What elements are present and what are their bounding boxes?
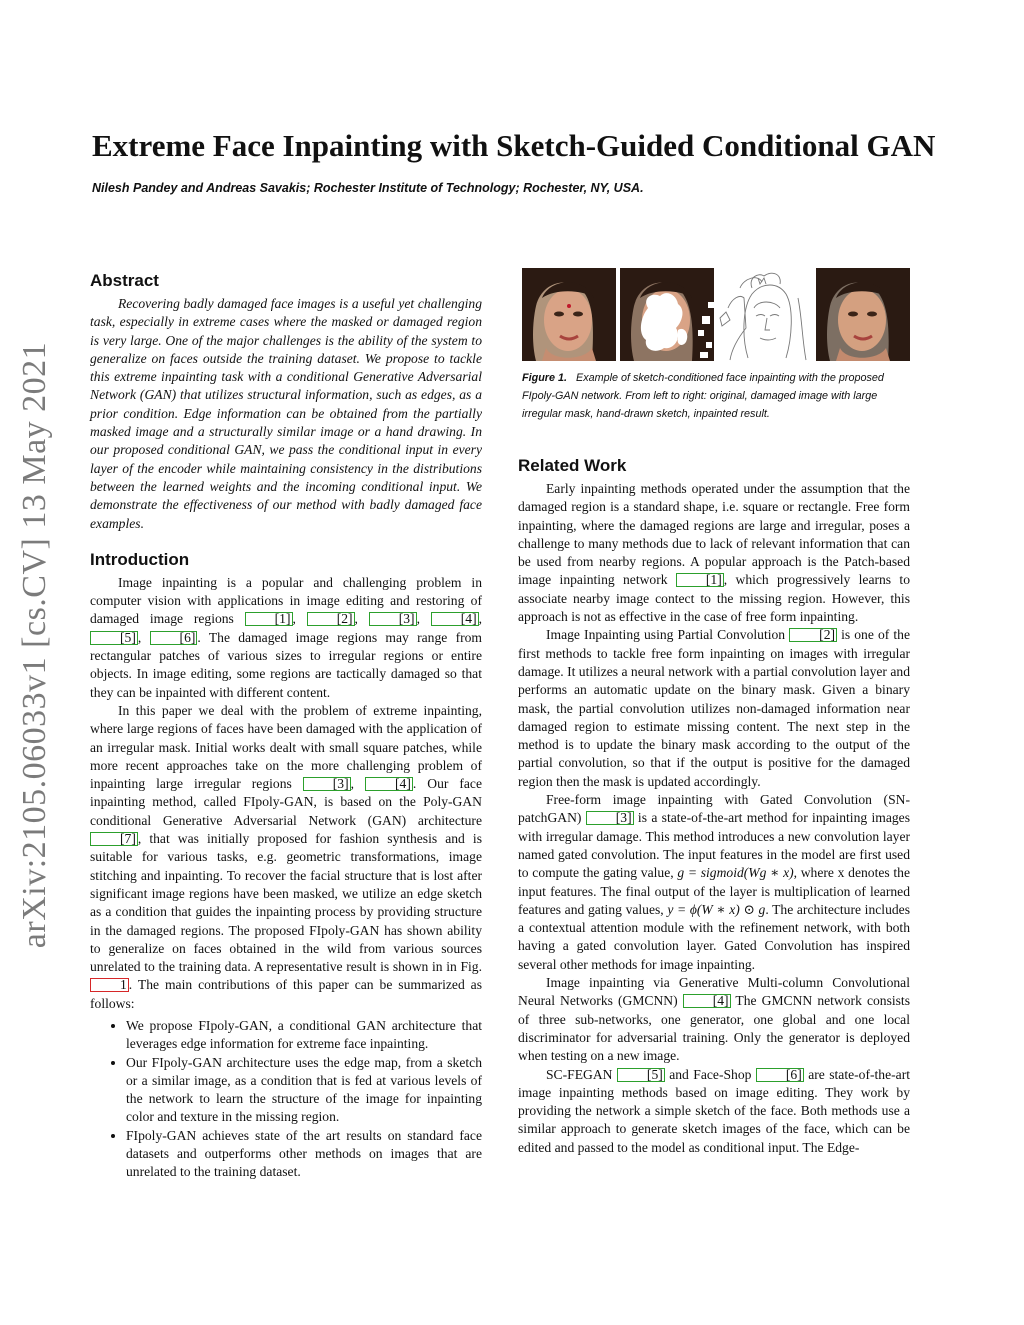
- introduction-section: [90, 549, 482, 1182]
- citation-link[interactable]: [4]: [683, 994, 731, 1008]
- related-paragraph-2: Image Inpainting using Partial Convolution [2] is one of the first methods to tackle free form inpainting on images with irregular damage. It utilizes a neural network with a partial convolution layer and performs an automatic update on the binary mask. Given a binary mask, the partial convolution utilizes non-damaged information near damaged region to estimate missing content. The next step in the method is to update the binary mask according to the output of the partial convolution, so that if the output is positive for the damaged region then the mask is updated accordingly.: [518, 627, 910, 789]
- list-item: • We propose FIpoly-GAN, a conditional GAN architecture that leverages edge information for extreme face inpainting.: [126, 1017, 482, 1054]
- introduction-heading: Introduction: [90, 549, 190, 569]
- paper-title: Extreme Face Inpainting with Sketch-Guided Conditional GAN: [92, 128, 936, 163]
- intro-paragraph-1: Image inpainting is a popular and challenging problem in computer vision with applications in image editing and restoring of damaged image regions [1] , [2] , [3] , [4] , [5] , [6] . The damaged image regions may range from rectangular patches of various sizes to irregular regions or entire objects. In image editing, some regions are tactically damaged so that they can be inpainted with different content.: [90, 574, 483, 700]
- citation-link[interactable]: [3]: [369, 612, 417, 626]
- abstract-section: [90, 270, 482, 533]
- related-paragraph-3: Free-form image inpainting with Gated Convolution (SN-patchGAN) [3] is a state-of-the-art method for inpainting images with irregular damage. This method introduces a new convolution layer named gated convolution. The input features in the model are first used to compute the gating value, g = sigmoid(Wg ∗ x), where x denotes the input features. The final output of the layer is multiplication of learned features and gating values, y = ϕ(W ∗ x) ⊙ g. The architecture includes a contextual attention module with the refinement network, with both having a gated convolution layer. Gated Convolution has inspired several other methods for image inpainting.: [518, 792, 911, 972]
- citation-link[interactable]: [7]: [90, 832, 138, 846]
- intro-paragraph-2: In this paper we deal with the problem of extreme inpainting, where large regions of faces have been damaged with the application of an irregular mask. Initial works dealt with small square patches, while more recent approaches take on the more challenging problem of inpainting large irregular regions [3] , [4] . Our face inpainting method, called FIpoly-GAN, is based on the Poly-GAN conditional Generative Adversarial Network (GAN) architecture [7] , that was initially proposed for fashion synthesis and is suitable for various tasks, e.g. geometric transformations, image stitching and inpainting. To recover the facial structure that is lost after significant image regions have been masked, we utilize an edge sketch as a condition that guides the inpainting process by providing structure in the damaged regions. The proposed FIpoly-GAN has shown ability to generalize on faces obtained in the wild from various sources unrelated to the training data. A representative result is shown in in Fig. 1 . The main contributions of this paper can be summarized as follows:: [90, 702, 482, 1011]
- citation-link[interactable]: [6]: [756, 1068, 804, 1082]
- figure-label: Figure 1.: [522, 372, 567, 384]
- contributions-list: [90, 1017, 482, 1182]
- figure-panel-original: [522, 268, 616, 361]
- list-item: • Our FIpoly-GAN architecture uses the edge map, from a sketch or a similar image, as a condition that is fed at various levels of the network to learn the structure of the image for inpainting color and texture in the missing region.: [126, 1054, 482, 1127]
- related-paragraph-5: SC-FEGAN [5] and Face-Shop [6] are state-of-the-art image inpainting methods based on image editing. They work by providing the network a simple sketch of the face. Both methods use a similar approach to generate sketch images of the face, which can be edited and passed to the model as conditional input. The Edge-: [518, 1066, 910, 1155]
- abstract-heading: Abstract: [90, 271, 159, 290]
- abstract-text: Recovering badly damaged face images is a useful yet challenging task, especially in extreme cases where the masked or damaged region is very large. One of the major challenges is the ability of the system to generalize on faces outside the training dataset. We propose to tackle this extreme inpainting task with a conditional Generative Adversarial Network (GAN) that utilizes structural information, such as edges, as a prior condition. Edge information can be obtained from the partially masked image and a structurally similar image or a hand drawing. In our proposed conditional GAN, we pass the conditional input in every layer of the encoder while maintaining consistency in the distributions between the learned weights and the incoming conditional input. We demonstrate the effectiveness of our method with badly damaged face examples.: [90, 296, 482, 531]
- citation-link[interactable]: [5]: [617, 1068, 665, 1082]
- citation-link[interactable]: [5]: [90, 631, 138, 645]
- equation-gating: g = sigmoid(Wg ∗ x): [677, 865, 794, 881]
- equation-output: y = ϕ(W ∗ x) ⊙ g: [667, 901, 766, 917]
- citation-link[interactable]: [2]: [307, 612, 355, 626]
- citation-link[interactable]: [2]: [789, 628, 837, 642]
- figure-panel-inpainted: [816, 268, 910, 361]
- paper-authors: Nilesh Pandey and Andreas Savakis; Rochester Institute of Technology; Rochester, NY, USA.: [92, 181, 644, 195]
- related-paragraph-4: Image inpainting via Generative Multi-column Convolutional Neural Networks (GMCNN) [4] The GMCNN network consists of three sub-networks, one generator, one global and one local discriminator for adversarial training. Only the generator is deployed when testing on a new image.: [518, 975, 910, 1064]
- citation-link[interactable]: [1]: [676, 573, 724, 587]
- citation-link[interactable]: [3]: [586, 811, 634, 825]
- figure-caption: Figure 1. Example of sketch-conditioned face inpainting with the proposed FIpoly-GAN network. From left to right: original, damaged image with large irregular mask, hand-drawn sketch, inpainted result.: [522, 372, 884, 420]
- right-column: [518, 455, 910, 1157]
- figure-link[interactable]: 1: [90, 978, 129, 992]
- citation-link[interactable]: [3]: [303, 777, 351, 791]
- citation-link[interactable]: [6]: [150, 631, 198, 645]
- citation-link[interactable]: [4]: [431, 612, 479, 626]
- citation-link[interactable]: [4]: [365, 777, 413, 791]
- related-paragraph-1: Early inpainting methods operated under the assumption that the damaged region is a standard shape, i.e. square or rectangle. Free form inpainting, where the damaged regions are large and irregular, poses a challenge to many methods due to lack of relevant information that can be used from nearby regions. A popular approach is the Patch-based image inpainting network [1] , which progressively learns to associate nearby image contect to the missing region. However, this approach is not as effective in the case of free form inpainting.: [518, 481, 910, 625]
- figure-panel-damaged: [620, 268, 714, 361]
- figure-panel-sketch: [718, 268, 812, 361]
- list-item: • FIpoly-GAN achieves state of the art results on standard face datasets and outperforms other methods on images that are unrelated to the training dataset.: [126, 1127, 482, 1182]
- figure-image-strip: [522, 268, 912, 361]
- figure-1: [522, 268, 912, 423]
- citation-link[interactable]: [1]: [245, 612, 293, 626]
- related-work-heading: Related Work: [518, 456, 627, 475]
- arxiv-stamp: arXiv:2105.06033v1 [cs.CV] 13 May 2021: [16, 341, 53, 949]
- left-column: [90, 270, 482, 1182]
